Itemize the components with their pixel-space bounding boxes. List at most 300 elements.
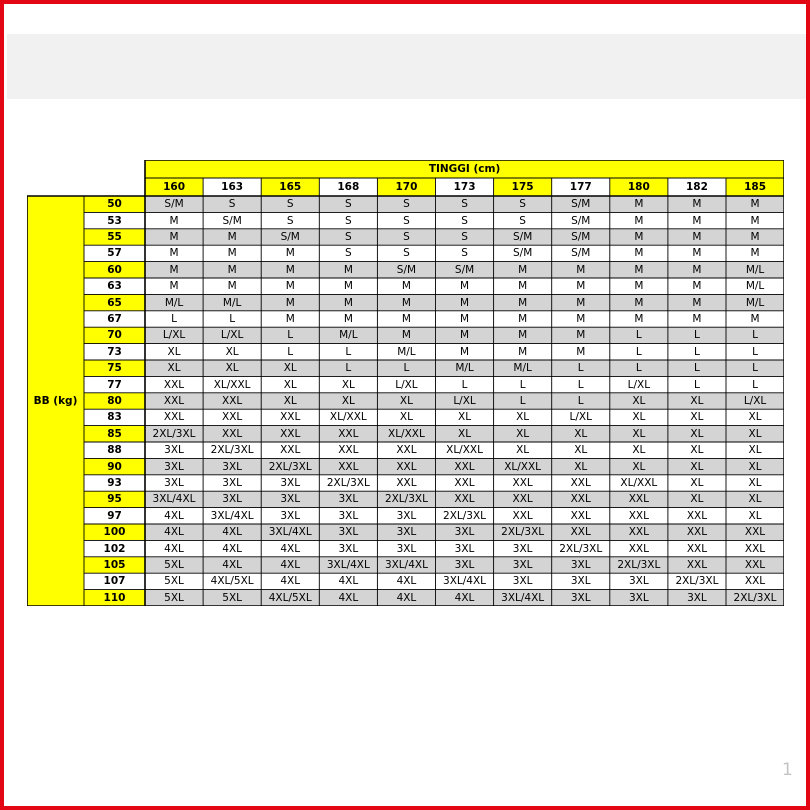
size-cell: XXL [494, 475, 552, 491]
size-cell: 4XL [145, 524, 203, 540]
size-cell: 3XL [436, 540, 494, 556]
weight-header: 77 [84, 376, 145, 392]
size-cell: XL [610, 409, 668, 425]
size-cell: M [726, 196, 784, 212]
weight-header: 70 [84, 327, 145, 343]
size-cell: M [436, 311, 494, 327]
height-header: 163 [203, 178, 261, 196]
size-cell: M [610, 294, 668, 310]
size-cell: XL [726, 442, 784, 458]
size-cell: M/L [726, 294, 784, 310]
size-cell: L [668, 376, 726, 392]
size-cell: 3XL [203, 458, 261, 474]
size-cell: XL [203, 360, 261, 376]
size-cell: XXL [319, 458, 377, 474]
size-cell: M [726, 212, 784, 228]
size-cell: 3XL/4XL [203, 508, 261, 524]
size-cell: 3XL [436, 524, 494, 540]
size-cell: XXL [552, 508, 610, 524]
size-cell: XL [436, 409, 494, 425]
size-cell: 3XL [552, 573, 610, 589]
size-cell: XXL [261, 442, 319, 458]
size-cell: M [319, 311, 377, 327]
size-cell: M [668, 262, 726, 278]
size-cell: 3XL/4XL [145, 491, 203, 507]
size-cell: 4XL [319, 573, 377, 589]
size-cell: M [261, 262, 319, 278]
weight-header: 60 [84, 262, 145, 278]
size-cell: L [668, 360, 726, 376]
size-cell: M [261, 278, 319, 294]
size-cell: XL/XXL [436, 442, 494, 458]
weight-header: 50 [84, 196, 145, 212]
size-cell: S [319, 229, 377, 245]
size-cell: XL [610, 393, 668, 409]
size-cell: 2XL/3XL [552, 540, 610, 556]
size-cell: XXL [726, 573, 784, 589]
size-cell: L [726, 344, 784, 360]
size-cell: L [436, 376, 494, 392]
size-cell: M [494, 344, 552, 360]
size-cell: 4XL [261, 573, 319, 589]
weight-header: 65 [84, 294, 145, 310]
size-cell: 3XL [377, 540, 435, 556]
size-cell: M [494, 278, 552, 294]
size-cell: XL [494, 426, 552, 442]
weight-header: 95 [84, 491, 145, 507]
size-cell: 2XL/3XL [726, 590, 784, 606]
size-cell: XL [726, 458, 784, 474]
row-axis-label: BB (kg) [27, 196, 84, 606]
size-cell: XXL [610, 540, 668, 556]
size-cell: XXL [377, 475, 435, 491]
size-cell: 2XL/3XL [319, 475, 377, 491]
size-cell: S/M [552, 196, 610, 212]
size-cell: L [610, 344, 668, 360]
size-cell: XXL [494, 508, 552, 524]
size-cell: 2XL/3XL [377, 491, 435, 507]
size-cell: XXL [668, 508, 726, 524]
size-cell: 3XL [261, 475, 319, 491]
height-header: 177 [552, 178, 610, 196]
size-cell: XXL [145, 376, 203, 392]
size-cell: XL [319, 393, 377, 409]
size-cell: 2XL/3XL [436, 508, 494, 524]
size-cell: XL [494, 442, 552, 458]
size-cell: L [377, 360, 435, 376]
size-cell: 3XL [261, 508, 319, 524]
size-cell: 3XL [145, 458, 203, 474]
page-number: 1 [782, 760, 793, 780]
size-cell: XL [668, 442, 726, 458]
size-cell: XXL [494, 491, 552, 507]
size-cell: XL/XXL [494, 458, 552, 474]
size-cell: 3XL [610, 590, 668, 606]
size-cell: M [668, 294, 726, 310]
size-cell: M [494, 262, 552, 278]
size-cell: 3XL [377, 508, 435, 524]
size-cell: L [668, 327, 726, 343]
size-cell: L [261, 327, 319, 343]
size-cell: XL [261, 393, 319, 409]
size-cell: XXL [610, 491, 668, 507]
size-cell: XXL [203, 426, 261, 442]
size-cell: M [494, 327, 552, 343]
size-cell: M/L [726, 262, 784, 278]
size-cell: M [668, 212, 726, 228]
size-cell: 3XL [494, 573, 552, 589]
size-cell: 3XL/4XL [261, 524, 319, 540]
size-cell: S [261, 196, 319, 212]
size-cell: S/M [377, 262, 435, 278]
size-cell: XXL [436, 458, 494, 474]
size-cell: S [377, 212, 435, 228]
size-cell: M [610, 196, 668, 212]
weight-header: 57 [84, 245, 145, 261]
size-cell: 3XL [319, 491, 377, 507]
size-cell: XL [668, 458, 726, 474]
size-cell: 2XL/3XL [145, 426, 203, 442]
size-cell: XL [726, 508, 784, 524]
size-cell: 4XL [377, 590, 435, 606]
size-cell: M [610, 278, 668, 294]
size-cell: S/M [436, 262, 494, 278]
size-cell: M [726, 229, 784, 245]
size-cell: L [319, 344, 377, 360]
size-cell: M [552, 278, 610, 294]
size-cell: XXL [668, 540, 726, 556]
size-cell: XL [261, 376, 319, 392]
size-cell: M [552, 262, 610, 278]
size-cell: 3XL [145, 475, 203, 491]
size-cell: S [377, 245, 435, 261]
size-cell: 4XL [203, 557, 261, 573]
size-cell: L/XL [552, 409, 610, 425]
size-cell: M [552, 311, 610, 327]
height-header: 160 [145, 178, 203, 196]
size-cell: XXL [203, 409, 261, 425]
size-cell: XL [436, 426, 494, 442]
size-cell: 3XL [494, 540, 552, 556]
size-cell: 5XL [203, 590, 261, 606]
size-cell: 4XL [377, 573, 435, 589]
size-cell: S [377, 229, 435, 245]
size-cell: M [436, 327, 494, 343]
size-cell: M [377, 311, 435, 327]
size-cell: M [203, 278, 261, 294]
size-cell: L [610, 327, 668, 343]
height-header: 168 [319, 178, 377, 196]
size-cell: M [726, 311, 784, 327]
size-cell: XL [726, 491, 784, 507]
size-cell: 2XL/3XL [261, 458, 319, 474]
size-cell: 2XL/3XL [203, 442, 261, 458]
size-cell: 3XL [145, 442, 203, 458]
size-cell: M [436, 294, 494, 310]
size-cell: XL [145, 360, 203, 376]
size-cell: M [261, 294, 319, 310]
size-cell: S/M [494, 245, 552, 261]
size-cell: 4XL [261, 557, 319, 573]
size-cell: L [552, 393, 610, 409]
height-header: 185 [726, 178, 784, 196]
size-cell: M [203, 245, 261, 261]
size-cell: XL [261, 360, 319, 376]
size-cell: XXL [726, 557, 784, 573]
size-cell: XL [552, 442, 610, 458]
weight-header: 53 [84, 212, 145, 228]
size-cell: 3XL [319, 524, 377, 540]
weight-header: 105 [84, 557, 145, 573]
weight-header: 93 [84, 475, 145, 491]
size-cell: XL/XXL [377, 426, 435, 442]
size-cell: M [494, 294, 552, 310]
size-cell: 3XL/4XL [494, 590, 552, 606]
weight-header: 90 [84, 458, 145, 474]
size-cell: XL [726, 475, 784, 491]
size-cell: M/L [726, 278, 784, 294]
size-cell: L [494, 393, 552, 409]
size-cell: M [552, 327, 610, 343]
size-cell: M [668, 278, 726, 294]
size-cell: M [552, 294, 610, 310]
size-cell: S [319, 245, 377, 261]
size-cell: S [494, 212, 552, 228]
size-cell: XL [726, 409, 784, 425]
table-title: TINGGI (cm) [145, 160, 784, 178]
size-cell: L [319, 360, 377, 376]
size-cell: M/L [436, 360, 494, 376]
size-cell: XXL [203, 393, 261, 409]
size-cell: XXL [668, 524, 726, 540]
size-cell: M [377, 327, 435, 343]
weight-header: 102 [84, 540, 145, 556]
size-cell: M [319, 294, 377, 310]
size-cell: XXL [436, 475, 494, 491]
size-cell: L/XL [377, 376, 435, 392]
size-cell: 4XL [145, 508, 203, 524]
size-cell: M [668, 196, 726, 212]
size-cell: M/L [377, 344, 435, 360]
size-cell: XXL [377, 442, 435, 458]
size-cell: XL [668, 426, 726, 442]
header-band [7, 34, 806, 99]
size-cell: XXL [377, 458, 435, 474]
size-cell: M [319, 262, 377, 278]
weight-header: 100 [84, 524, 145, 540]
height-header: 175 [494, 178, 552, 196]
size-cell: S [203, 196, 261, 212]
size-cell: M [377, 294, 435, 310]
size-cell: S [377, 196, 435, 212]
size-cell: L [203, 311, 261, 327]
size-cell: M [203, 229, 261, 245]
size-cell: M [145, 229, 203, 245]
size-cell: S [319, 196, 377, 212]
size-cell: M [145, 278, 203, 294]
size-cell: 4XL/5XL [261, 590, 319, 606]
size-cell: M/L [494, 360, 552, 376]
size-cell: 3XL/4XL [319, 557, 377, 573]
size-cell: S [436, 229, 494, 245]
size-cell: L [726, 360, 784, 376]
weight-header: 75 [84, 360, 145, 376]
size-cell: L [494, 376, 552, 392]
size-cell: M [261, 245, 319, 261]
weight-header: 63 [84, 278, 145, 294]
weight-header: 110 [84, 590, 145, 606]
weight-header: 85 [84, 426, 145, 442]
weight-header: 107 [84, 573, 145, 589]
size-cell: 3XL [552, 590, 610, 606]
size-cell: 5XL [145, 590, 203, 606]
size-cell: XXL [436, 491, 494, 507]
size-cell: S/M [552, 245, 610, 261]
size-cell: XL [668, 491, 726, 507]
size-cell: L [726, 376, 784, 392]
size-cell: XL [668, 393, 726, 409]
size-cell: S/M [145, 196, 203, 212]
size-cell: 5XL [145, 573, 203, 589]
size-cell: M/L [145, 294, 203, 310]
size-cell: M [668, 229, 726, 245]
size-cell: S/M [552, 229, 610, 245]
size-cell: 3XL [668, 590, 726, 606]
size-cell: 4XL/5XL [203, 573, 261, 589]
size-cell: M/L [319, 327, 377, 343]
size-cell: XL [668, 475, 726, 491]
size-cell: XL [726, 426, 784, 442]
size-cell: 3XL [436, 557, 494, 573]
size-cell: 3XL [319, 508, 377, 524]
size-cell: S [436, 212, 494, 228]
size-chart-table [27, 160, 784, 606]
size-cell: M [145, 262, 203, 278]
weight-header: 97 [84, 508, 145, 524]
weight-header: 55 [84, 229, 145, 245]
size-cell: M [668, 311, 726, 327]
size-cell: XXL [261, 409, 319, 425]
size-cell: 2XL/3XL [494, 524, 552, 540]
size-cell: 3XL/4XL [436, 573, 494, 589]
size-cell: 4XL [319, 590, 377, 606]
size-cell: M [668, 245, 726, 261]
size-cell: XL [319, 376, 377, 392]
size-cell: 3XL [319, 540, 377, 556]
size-cell: XXL [726, 540, 784, 556]
size-cell: 4XL [203, 540, 261, 556]
size-cell: L/XL [610, 376, 668, 392]
size-cell: XXL [319, 442, 377, 458]
size-cell: 5XL [145, 557, 203, 573]
size-cell: XL/XXL [203, 376, 261, 392]
size-cell: M [610, 212, 668, 228]
size-cell: M [319, 278, 377, 294]
size-cell: 3XL/4XL [377, 557, 435, 573]
size-cell: M [726, 245, 784, 261]
height-header: 173 [436, 178, 494, 196]
height-header: 170 [377, 178, 435, 196]
size-cell: S/M [261, 229, 319, 245]
size-cell: M [552, 344, 610, 360]
size-cell: L [552, 360, 610, 376]
size-cell: XL [610, 458, 668, 474]
size-cell: 4XL [436, 590, 494, 606]
size-cell: S [436, 245, 494, 261]
size-cell: XXL [726, 524, 784, 540]
size-cell: S [436, 196, 494, 212]
height-header: 180 [610, 178, 668, 196]
size-cell: XXL [610, 524, 668, 540]
size-cell: M [436, 278, 494, 294]
size-cell: L/XL [203, 327, 261, 343]
size-cell: M [377, 278, 435, 294]
size-cell: L/XL [726, 393, 784, 409]
size-cell: 3XL [261, 491, 319, 507]
height-header: 182 [668, 178, 726, 196]
size-cell: XL [610, 442, 668, 458]
size-cell: XXL [261, 426, 319, 442]
height-header: 165 [261, 178, 319, 196]
size-cell: XL [145, 344, 203, 360]
size-cell: XL [552, 458, 610, 474]
size-cell: M [436, 344, 494, 360]
size-cell: XL/XXL [319, 409, 377, 425]
size-cell: XXL [145, 393, 203, 409]
size-cell: M [203, 262, 261, 278]
size-cell: S/M [552, 212, 610, 228]
size-cell: XXL [610, 508, 668, 524]
size-cell: L/XL [436, 393, 494, 409]
size-cell: L [145, 311, 203, 327]
size-cell: S [319, 212, 377, 228]
weight-header: 67 [84, 311, 145, 327]
size-cell: L [668, 344, 726, 360]
size-cell: 4XL [145, 540, 203, 556]
size-cell: S [261, 212, 319, 228]
size-cell: XXL [552, 475, 610, 491]
weight-header: 88 [84, 442, 145, 458]
size-cell: M [610, 262, 668, 278]
size-cell: XL [377, 393, 435, 409]
size-cell: M [610, 311, 668, 327]
size-cell: L/XL [145, 327, 203, 343]
size-cell: L [610, 360, 668, 376]
size-cell: XL [377, 409, 435, 425]
size-cell: 3XL [203, 491, 261, 507]
size-cell: 4XL [261, 540, 319, 556]
size-cell: M [145, 212, 203, 228]
size-cell: 4XL [203, 524, 261, 540]
size-cell: XXL [145, 409, 203, 425]
size-cell: M [610, 245, 668, 261]
size-cell: XXL [552, 524, 610, 540]
size-cell: XXL [668, 557, 726, 573]
size-cell: L [261, 344, 319, 360]
size-cell: XL [494, 409, 552, 425]
size-cell: 3XL [552, 557, 610, 573]
size-cell: M [494, 311, 552, 327]
size-cell: S/M [494, 229, 552, 245]
weight-header: 80 [84, 393, 145, 409]
size-cell: 3XL [377, 524, 435, 540]
size-cell: S [494, 196, 552, 212]
size-cell: XXL [319, 426, 377, 442]
size-cell: M/L [203, 294, 261, 310]
size-cell: XL/XXL [610, 475, 668, 491]
size-cell: XXL [552, 491, 610, 507]
size-cell: XL [203, 344, 261, 360]
